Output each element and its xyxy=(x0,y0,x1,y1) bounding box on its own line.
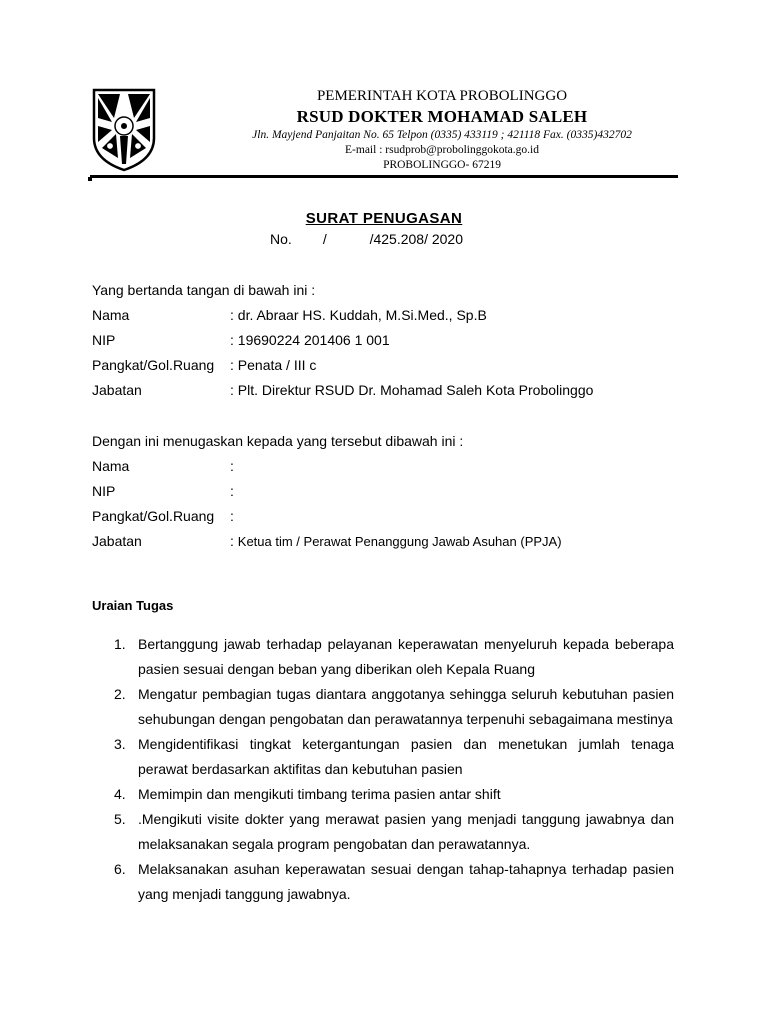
field-value: dr. Abraar HS. Kuddah, M.Si.Med., Sp.B xyxy=(237,307,487,323)
field-colon: : xyxy=(230,508,234,524)
letterhead xyxy=(200,86,684,173)
list-text: Melaksanakan asuhan keperawatan sesuai dengan tahap-tahapnya terhadap pasien yang menjadi tanggung jawabnya. xyxy=(138,861,674,902)
list-text: Memimpin dan mengikuti timbang terima pasien antar shift xyxy=(138,786,501,802)
signer-intro: Yang bertanda tangan di bawah ini : xyxy=(92,282,316,298)
assignee-name-row xyxy=(92,457,234,475)
list-number: 1. xyxy=(114,636,126,652)
list-item xyxy=(114,807,674,857)
list-number: 4. xyxy=(114,786,126,802)
list-item xyxy=(114,782,674,807)
signer-name-row xyxy=(92,306,487,324)
field-colon: : xyxy=(230,332,238,348)
list-text: .Mengikuti visite dokter yang merawat pasien yang menjadi tanggung jawabnya dan melaksanakan segala program pengobatan dan perawatannya. xyxy=(138,811,674,852)
field-label: NIP xyxy=(92,332,116,348)
field-colon: : xyxy=(230,307,238,323)
list-number: 3. xyxy=(114,736,126,752)
assignee-nip-row xyxy=(92,482,234,500)
list-text: Mengidentifikasi tingkat ketergantungan pasien dan menetukan jumlah tenaga perawat berdasarkan aktifitas dan kebutuhan pasien xyxy=(138,736,674,777)
signer-position-row xyxy=(92,381,593,399)
list-number: 2. xyxy=(114,686,126,702)
field-label: Jabatan xyxy=(92,533,142,549)
hospital-city: PROBOLINGGO- 67219 xyxy=(383,159,501,171)
document-title: SURAT PENUGASAN xyxy=(305,210,463,227)
list-item xyxy=(114,857,674,907)
field-label: Nama xyxy=(92,458,130,474)
coat-of-arms-logo xyxy=(92,88,156,172)
field-value: Plt. Direktur RSUD Dr. Mohamad Saleh Kota Probolinggo xyxy=(237,382,594,398)
hospital-address: Jln. Mayjend Panjaitan No. 65 Telpon (0335) 433119 ; 421118 Fax. (0335)432702 xyxy=(252,129,632,141)
field-label: Jabatan xyxy=(92,382,142,398)
signer-nip-row xyxy=(92,331,390,349)
field-value: 19690224 201406 1 001 xyxy=(237,332,390,348)
list-item xyxy=(114,632,674,682)
assignee-intro: Dengan ini menugaskan kepada yang tersebut dibawah ini : xyxy=(92,433,464,449)
letterhead-divider xyxy=(90,175,678,178)
assignee-rank-row xyxy=(92,507,234,525)
field-colon: : xyxy=(230,483,234,499)
list-number: 6. xyxy=(114,861,126,877)
field-label: Pangkat/Gol.Ruang xyxy=(92,508,215,524)
duties-list xyxy=(114,632,674,907)
field-value: Penata / III c xyxy=(237,357,317,373)
document-number: No. / /425.208/ 2020 xyxy=(270,231,463,247)
field-colon: : xyxy=(230,357,238,373)
hospital-name: RSUD DOKTER MOHAMAD SALEH xyxy=(296,107,588,126)
document-title-wrap xyxy=(0,210,768,227)
field-value: Ketua tim / Perawat Penanggung Jawab Asuhan (PPJA) xyxy=(237,534,562,549)
field-colon: : xyxy=(230,458,234,474)
list-text: Mengatur pembagian tugas diantara anggotanya sehingga seluruh kebutuhan pasien sehubungan dengan pengobatan dan perawatannya terpenuhi sebagaimana mestinya xyxy=(138,686,674,727)
hospital-email: E-mail : rsudprob@probolinggokota.go.id xyxy=(345,144,539,156)
list-item xyxy=(114,682,674,732)
list-number: 5. xyxy=(114,811,126,827)
field-colon: : xyxy=(230,533,238,549)
field-colon: : xyxy=(230,382,238,398)
assignee-position-row xyxy=(92,532,562,551)
field-label: Nama xyxy=(92,307,130,323)
divider-mark xyxy=(88,177,92,181)
signer-rank-row xyxy=(92,356,316,374)
field-label: Pangkat/Gol.Ruang xyxy=(92,357,215,373)
field-label: NIP xyxy=(92,483,116,499)
list-text: Bertanggung jawab terhadap pelayanan keperawatan menyeluruh kepada beberapa pasien sesuai dengan beban yang diberikan oleh Kepala Ruang xyxy=(138,636,674,677)
government-name: PEMERINTAH KOTA PROBOLINGGO xyxy=(316,88,568,104)
duties-heading: Uraian Tugas xyxy=(92,598,174,613)
list-item xyxy=(114,732,674,782)
